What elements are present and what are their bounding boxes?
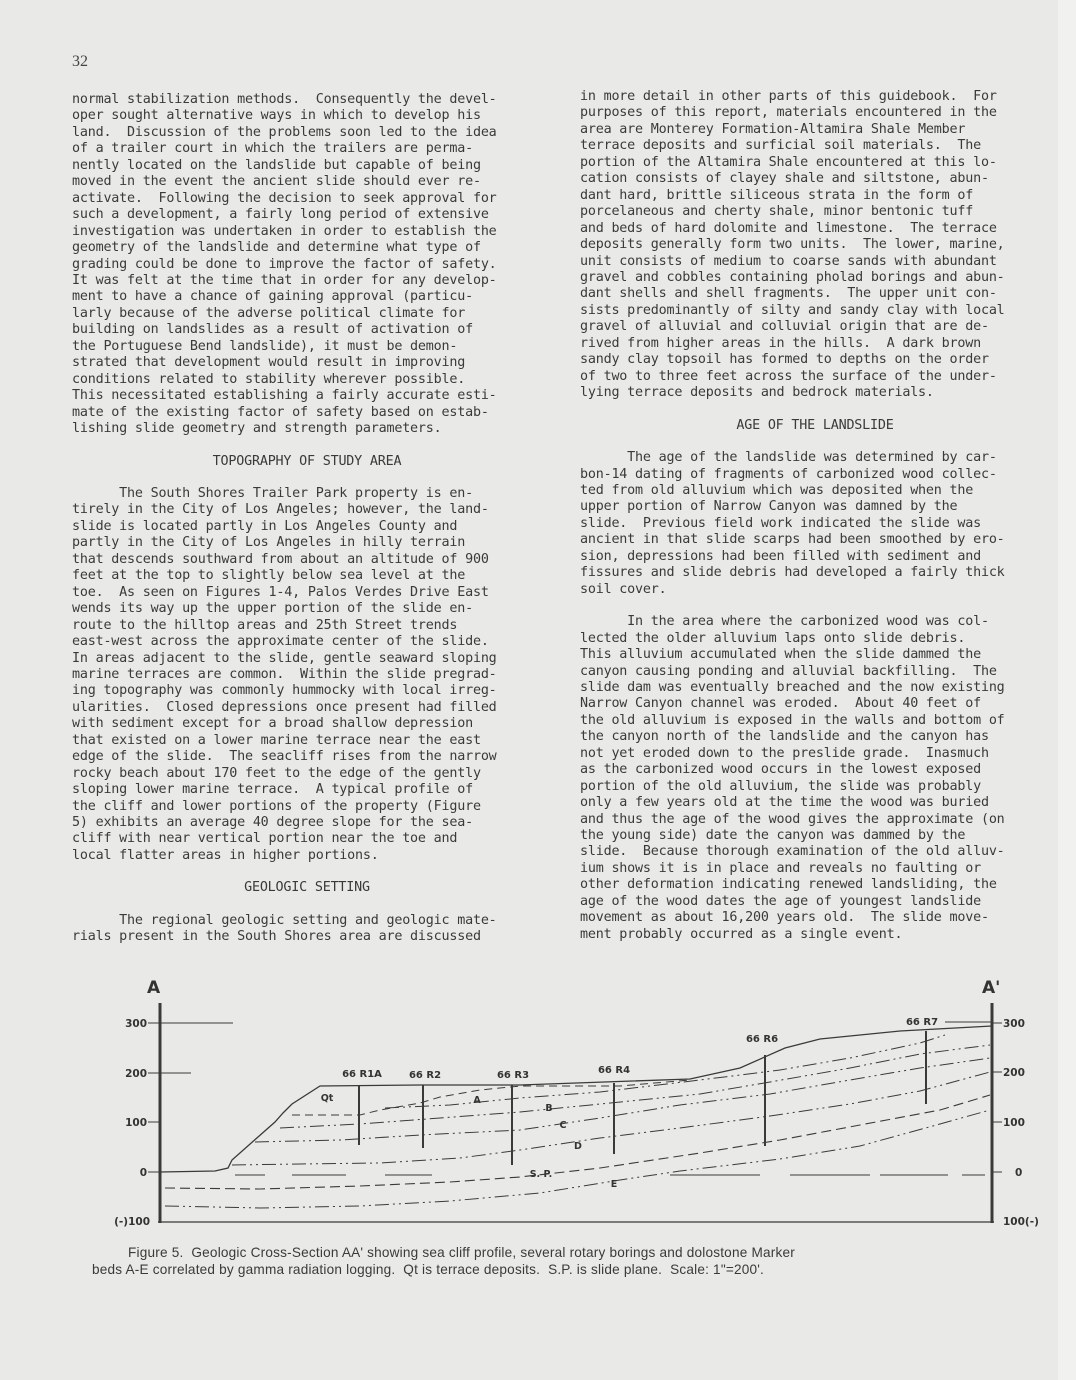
text-line: fissures and slide debris had developed a fairly thick	[580, 565, 1005, 581]
boring-label-r3: 66 R3	[496, 1070, 530, 1081]
right-tick-0: 0	[1015, 1167, 1023, 1179]
left-tick-neg100: (-)100	[114, 1216, 150, 1228]
left-paragraph-3	[72, 913, 542, 946]
text-line: wends its way up the upper portion of the slide en-	[72, 601, 473, 617]
text-line: route to the hilltop areas and 25th Street trends	[72, 617, 458, 633]
text-line: dant hard, brittle siliceous strata in the form of	[580, 187, 974, 203]
text-line: slide is located partly in Los Angeles County and	[72, 518, 458, 534]
caption-line-2: beds A-E correlated by gamma radiation logging. Qt is terrace deposits. S.P. is slide plane. Scale: 1"=200'.	[92, 1261, 765, 1277]
text-line: nently located on the landslide but capable of being	[72, 157, 481, 173]
text-line: This necessitated establishing a fairly accurate esti-	[72, 388, 497, 404]
slide-plane-label: S. P.	[529, 1169, 553, 1180]
text-line: that existed on a lower marine terrace near the east	[72, 732, 481, 748]
text-line: 5) exhibits an average 40 degree slope for the sea-	[72, 815, 473, 831]
left-paragraph-2	[72, 486, 542, 864]
text-line: In the area where the carbonized wood was col-	[580, 614, 989, 630]
left-column	[72, 92, 542, 946]
text-line: ing topography was commonly hummocky with local irreg-	[72, 683, 497, 699]
text-line: slide. Previous field work indicated the slide was	[580, 515, 981, 531]
text-line: local flatter areas in higher portions.	[72, 847, 379, 863]
text-line: canyon causing ponding and alluvial backfilling. The	[580, 663, 997, 679]
text-line: such a development, a fairly long period of extensive	[72, 207, 489, 223]
text-line: lected the older alluvium laps onto slide debris.	[580, 630, 966, 646]
text-line: the old alluvium is exposed in the walls and bottom of	[580, 712, 1005, 728]
text-line: slide. Because thorough examination of the old alluv-	[580, 844, 1005, 860]
text-line: gravel and cobbles containing pholad borings and abun-	[580, 269, 1005, 285]
text-line: the young side) date the canyon was dammed by the	[580, 828, 966, 844]
marker-label-c: C	[559, 1120, 567, 1131]
text-line: mate of the existing factor of safety based on estab-	[72, 404, 489, 420]
text-line: This alluvium accumulated when the slide dammed the	[580, 647, 981, 663]
text-line: sists predominantly of silty and sandy clay with local	[580, 302, 1005, 318]
unit-label-qt: Qt	[320, 1093, 334, 1104]
text-line: In areas adjacent to the slide, gentle seaward sloping	[72, 650, 497, 666]
text-line: tirely in the City of Los Angeles; however, the land-	[72, 502, 489, 518]
text-line: bon-14 dating of fragments of carbonized wood collec-	[580, 466, 997, 482]
caption-line-1: Figure 5. Geologic Cross-Section AA' showing sea cliff profile, several rotary borings and dolostone Marker	[128, 1245, 795, 1260]
text-line: the Portuguese Bend landslide), it must be demon-	[72, 338, 458, 354]
text-line: grading could be done to improve the factor of safety.	[72, 256, 497, 272]
left-tick-300: 300	[125, 1018, 147, 1030]
marker-label-d: D	[574, 1141, 582, 1152]
text-line: conditions related to stability wherever possible.	[72, 371, 466, 387]
text-line: unit consists of medium to coarse sands with abundant	[580, 253, 997, 269]
text-line: geometry of the landslide and determine what type of	[72, 240, 481, 256]
right-tick-neg100: 100(-)	[1003, 1216, 1039, 1228]
text-line: ularities. Closed depressions once present had filled	[72, 699, 497, 715]
text-line: area are Monterey Formation-Altamira Shale Member	[580, 121, 966, 137]
text-line: movement as about 16,200 years old. The slide move-	[580, 910, 989, 926]
text-line: gravel of alluvial and colluvial origin that are de-	[580, 319, 989, 335]
text-line: as the carbonized wood occurs in the lowest exposed	[580, 762, 981, 778]
text-line: only a few years old at the time the wood was buried	[580, 795, 989, 811]
text-line: and thus the age of the wood gives the approximate (on	[580, 811, 1005, 827]
right-paragraph-3	[580, 614, 1050, 943]
text-line: with sediment except for a broad shallow depression	[72, 716, 473, 732]
text-line: oper sought alternative ways in which to develop his	[72, 108, 481, 124]
text-line: The South Shores Trailer Park property is en-	[72, 485, 473, 501]
text-line: strated that development would result in improving	[72, 355, 466, 371]
marker-label-e: E	[610, 1179, 618, 1190]
right-paragraph-2	[580, 450, 1050, 598]
heading-topography: TOPOGRAPHY OF STUDY AREA	[212, 453, 402, 469]
text-line: dant shells and shell fragments. The upper unit con-	[580, 286, 997, 302]
text-line: portion of the old alluvium, the slide was probably	[580, 778, 981, 794]
page-edge-band	[1058, 0, 1076, 1380]
right-column	[580, 89, 1050, 943]
section-label-a-prime: A'	[982, 978, 1001, 998]
text-line: rived from higher areas in the hills. A dark brown	[580, 335, 981, 351]
text-line: slide dam was eventually breached and the now existing	[580, 679, 1005, 695]
text-line: feet at the top to slightly below sea level at the	[72, 568, 466, 584]
text-line: the canyon north of the landslide and the canyon has	[580, 729, 989, 745]
text-line: sandy clay topsoil has formed to depths on the order	[580, 352, 989, 368]
heading-geologic-setting: GEOLOGIC SETTING	[244, 880, 370, 896]
text-line: of two to three feet across the surface of the under-	[580, 368, 997, 384]
text-line: investigation was undertaken in order to establish the	[72, 223, 497, 239]
text-line: upper portion of Narrow Canyon was damned by the	[580, 499, 958, 515]
text-line: porcelaneous and cherty shale, minor bentonic tuff	[580, 204, 974, 220]
text-line: ted from old alluvium which was deposited when the	[580, 482, 974, 498]
text-line: lying terrace deposits and bedrock materials.	[580, 385, 934, 401]
text-line: terrace deposits and surficial soil materials. The	[580, 138, 981, 154]
marker-label-a: A	[473, 1095, 481, 1106]
text-line: purposes of this report, materials encountered in the	[580, 105, 997, 121]
right-tick-300: 300	[1003, 1018, 1025, 1030]
heading-age-of-landslide: AGE OF THE LANDSLIDE	[736, 417, 894, 433]
figure-caption	[92, 1245, 1052, 1278]
boring-label-r4: 66 R4	[597, 1065, 631, 1076]
left-tick-200: 200	[125, 1068, 147, 1080]
right-tick-100: 100	[1003, 1117, 1025, 1129]
ground-surface	[160, 1026, 992, 1172]
text-line: rocky beach about 170 feet to the edge of the gently	[72, 765, 481, 781]
text-line: cliff with near vertical portion near the toe and	[72, 831, 458, 847]
text-line: ancient in that slide scarps had been smoothed by ero-	[580, 532, 1005, 548]
text-line: Narrow Canyon channel was eroded. About 40 feet of	[580, 696, 981, 712]
text-line: The regional geologic setting and geologic mate-	[72, 912, 497, 928]
text-line: portion of the Altamira Shale encountered at this lo-	[580, 154, 997, 170]
text-line: of a trailer court in which the trailers are perma-	[72, 141, 473, 157]
text-line: not yet eroded down to the preslide grade. Inasmuch	[580, 745, 989, 761]
page-number: 32	[72, 53, 88, 70]
left-paragraph-1	[72, 92, 542, 438]
text-line: ium shows it is in place and reveals no faulting or	[580, 860, 981, 876]
text-line: toe. As seen on Figures 1-4, Palos Verdes Drive East	[72, 584, 489, 600]
text-line: The age of the landslide was determined by car-	[580, 450, 997, 466]
text-line: other deformation indicating renewed landsliding, the	[580, 877, 997, 893]
text-line: age of the wood dates the age of youngest landslide	[580, 893, 981, 909]
left-tick-0: 0	[139, 1167, 147, 1179]
text-line: deposits generally form two units. The lower, marine,	[580, 237, 1005, 253]
text-line: normal stabilization methods. Consequently the devel-	[72, 92, 497, 107]
boring-label-r6: 66 R6	[745, 1034, 779, 1045]
text-line: sion, depressions had been filled with sediment and	[580, 548, 981, 564]
boring-label-r2: 66 R2	[408, 1070, 442, 1081]
text-line: edge of the slide. The seacliff rises from the narrow	[72, 749, 497, 765]
text-line: moved in the event the ancient slide should ever re-	[72, 174, 481, 190]
right-tick-200: 200	[1003, 1067, 1025, 1079]
text-line: sloping lower marine terrace. A typical profile of	[72, 782, 473, 798]
left-tick-100: 100	[125, 1117, 147, 1129]
text-line: ment to have a chance of gaining approval (particu-	[72, 289, 473, 305]
boring-label-r7: 66 R7	[905, 1017, 939, 1028]
text-line: east-west across the approximate center of the slide.	[72, 634, 489, 650]
text-line: building on landslides as a result of activation of	[72, 322, 473, 338]
text-line: marine terraces are common. Within the slide pregrad-	[72, 666, 497, 682]
section-label-a: A	[147, 978, 161, 998]
text-line: soil cover.	[580, 581, 667, 597]
text-line: larly because of the adverse political climate for	[72, 305, 466, 321]
marker-label-b: B	[545, 1103, 553, 1114]
text-line: and beds of hard dolomite and limestone. The terrace	[580, 220, 997, 236]
text-line: ment probably occurred as a single event.	[580, 926, 903, 942]
text-line: cation consists of clayey shale and siltstone, abun-	[580, 171, 989, 187]
text-line: that descends southward from about an altitude of 900	[72, 551, 489, 567]
text-line: lishing slide geometry and strength parameters.	[72, 421, 442, 437]
text-line: land. Discussion of the problems soon led to the idea	[72, 124, 497, 140]
text-line: activate. Following the decision to seek approval for	[72, 190, 497, 206]
text-line: in more detail in other parts of this guidebook. For	[580, 89, 997, 104]
boring-label-r1a: 66 R1A	[342, 1069, 382, 1080]
text-line: partly in the City of Los Angeles in hilly terrain	[72, 535, 466, 551]
text-line: rials present in the South Shores area are discussed	[72, 929, 481, 945]
right-paragraph-1	[580, 89, 1050, 402]
text-line: the cliff and lower portions of the property (Figure	[72, 798, 481, 814]
text-line: It was felt at the time that in order for any develop-	[72, 272, 497, 288]
